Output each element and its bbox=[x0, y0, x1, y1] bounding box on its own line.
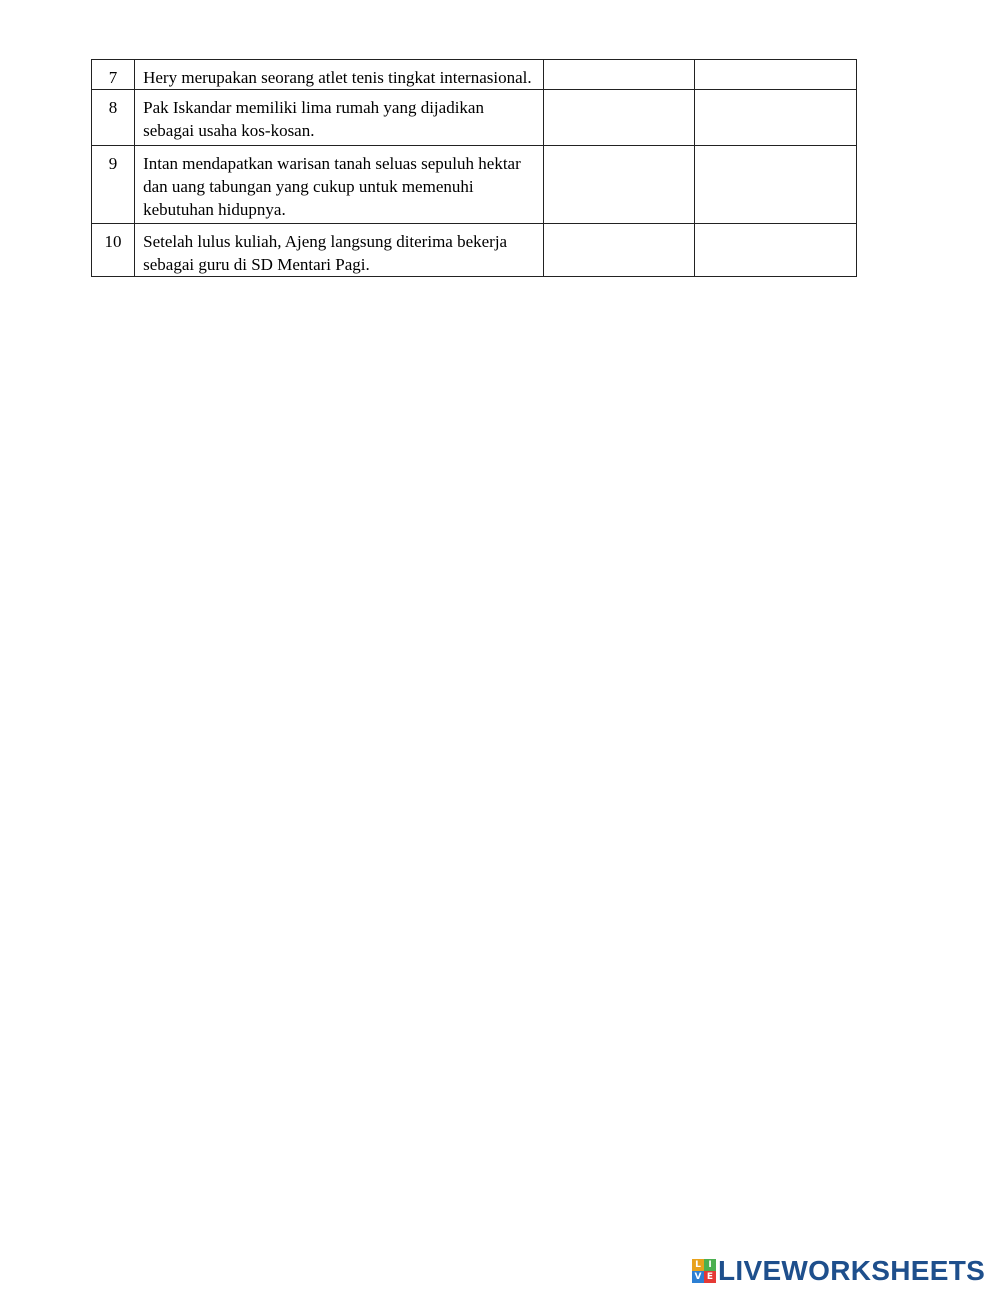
answer-cell-1[interactable] bbox=[544, 60, 694, 90]
answer-cell-2[interactable] bbox=[694, 146, 856, 224]
table-row bbox=[92, 60, 857, 90]
row-number: 7 bbox=[92, 60, 135, 90]
statement-cell: Pak Iskandar memiliki lima rumah yang dijadikan sebagai usaha kos-kosan. bbox=[135, 90, 544, 146]
logo-mark-letter: E bbox=[704, 1271, 716, 1283]
answer-cell-2[interactable] bbox=[694, 224, 856, 277]
statement-cell: Intan mendapatkan warisan tanah seluas sepuluh hektar dan uang tabungan yang cukup untuk memenuhi kebutuhan hidupnya. bbox=[135, 146, 544, 224]
statement-cell: Setelah lulus kuliah, Ajeng langsung diterima bekerja sebagai guru di SD Mentari Pagi. bbox=[135, 224, 544, 277]
answer-cell-2[interactable] bbox=[694, 60, 856, 90]
answer-cell-1[interactable] bbox=[544, 90, 694, 146]
liveworksheets-logo bbox=[692, 1256, 985, 1286]
answer-cell-2[interactable] bbox=[694, 90, 856, 146]
statement-cell: Hery merupakan seorang atlet tenis tingkat internasional. bbox=[135, 60, 544, 90]
row-number: 10 bbox=[92, 224, 135, 277]
answer-cell-1[interactable] bbox=[544, 224, 694, 277]
logo-mark-letter: V bbox=[692, 1271, 704, 1283]
table-row bbox=[92, 90, 857, 146]
row-number: 8 bbox=[92, 90, 135, 146]
logo-mark-letter: I bbox=[704, 1259, 716, 1271]
worksheet-table bbox=[91, 59, 857, 277]
table-row bbox=[92, 224, 857, 277]
liveworksheets-logo-icon bbox=[692, 1259, 716, 1283]
row-number: 9 bbox=[92, 146, 135, 224]
table-row bbox=[92, 146, 857, 224]
logo-mark-letter: L bbox=[692, 1259, 704, 1271]
logo-text: LIVEWORKSHEETS bbox=[718, 1255, 986, 1286]
answer-cell-1[interactable] bbox=[544, 146, 694, 224]
